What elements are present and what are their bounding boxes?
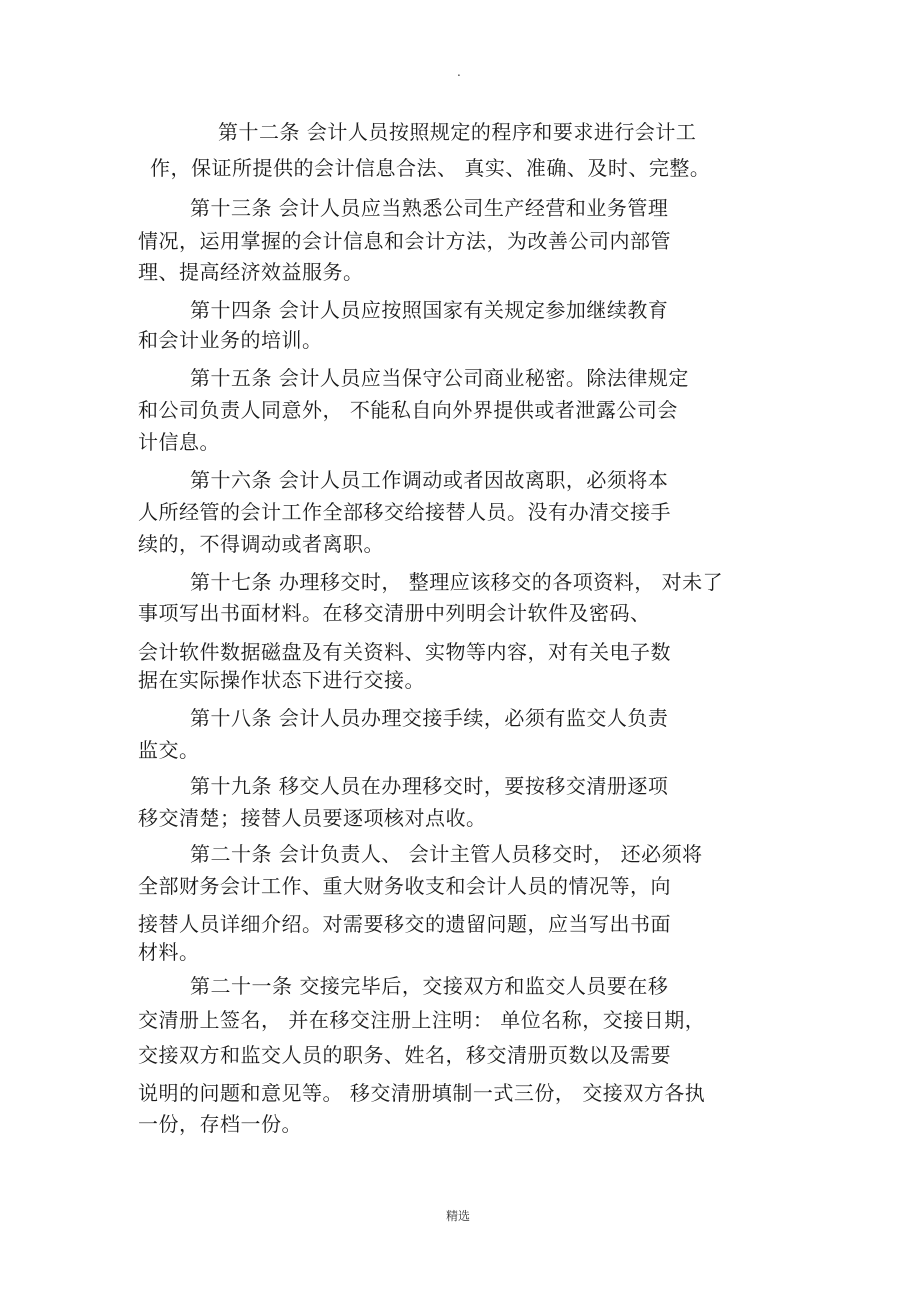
text-line: 材料。 bbox=[138, 940, 200, 964]
text-line: 第二十一条 交接完毕后，交接双方和监交人员要在移 bbox=[190, 974, 669, 998]
text-line: 据在实际操作状态下进行交接。 bbox=[138, 668, 425, 692]
text-line: 续的，不得调动或者离职。 bbox=[138, 532, 384, 556]
text-line: 移交清楚；接替人员要逐项核对点收。 bbox=[138, 806, 487, 830]
text-line: 人所经管的会计工作全部移交给接替人员。没有办清交接手 bbox=[138, 500, 671, 524]
text-line: 一份，存档一份。 bbox=[138, 1112, 302, 1136]
page-footer-label: 精选 bbox=[446, 1209, 471, 1223]
text-line: 理、提高经济效益服务。 bbox=[138, 260, 364, 284]
text-line: 第十四条 会计人员应按照国家有关规定参加继续教育 bbox=[190, 298, 669, 322]
text-line: 监交。 bbox=[138, 738, 200, 762]
text-line: 计信息。 bbox=[138, 430, 220, 454]
text-line: 第十五条 会计人员应当保守公司商业秘密。除法律规定 bbox=[190, 366, 689, 390]
text-line: 第十八条 会计人员办理交接手续，必须有监交人负责 bbox=[190, 706, 669, 730]
text-line: 作，保证所提供的会计信息合法、 真实、准确、及时、完整。 bbox=[150, 156, 711, 180]
text-line: 第十二条 会计人员按照规定的程序和要求进行会计工 bbox=[218, 120, 697, 144]
text-line: 会计软件数据磁盘及有关资料、实物等内容，对有关电子数 bbox=[138, 640, 671, 664]
text-line: 第十九条 移交人员在办理移交时，要按移交清册逐项 bbox=[190, 774, 669, 798]
header-dot: . bbox=[457, 65, 461, 79]
text-line: 交接双方和监交人员的职务、姓名，移交清册页数以及需要 bbox=[138, 1043, 671, 1067]
text-line: 第十六条 会计人员工作调动或者因故离职，必须将本 bbox=[190, 468, 669, 492]
text-line: 情况，运用掌握的会计信息和会计方法，为改善公司内部管 bbox=[138, 229, 671, 253]
text-line: 事项写出书面材料。在移交清册中列明会计软件及密码、 bbox=[138, 601, 651, 625]
text-line: 接替人员详细介绍。对需要移交的遗留问题，应当写出书面 bbox=[138, 912, 671, 936]
text-line: 和公司负责人同意外， 不能私自向外界提供或者泄露公司会 bbox=[138, 398, 678, 422]
text-line: 第二十条 会计负责人、 会计主管人员移交时， 还必须将 bbox=[190, 842, 703, 866]
text-line: 交清册上签名， 并在移交注册上注明： 单位名称，交接日期， bbox=[138, 1008, 706, 1032]
text-line: 第十三条 会计人员应当熟悉公司生产经营和业务管理 bbox=[190, 196, 669, 220]
text-line: 第十七条 办理移交时， 整理应该移交的各项资料， 对未了 bbox=[190, 570, 724, 594]
text-line: 和会计业务的培训。 bbox=[138, 328, 323, 352]
text-line: 全部财务会计工作、重大财务收支和会计人员的情况等，向 bbox=[138, 874, 671, 898]
text-line: 说明的问题和意见等。 移交清册填制一式三份， 交接双方各执 bbox=[138, 1081, 706, 1105]
